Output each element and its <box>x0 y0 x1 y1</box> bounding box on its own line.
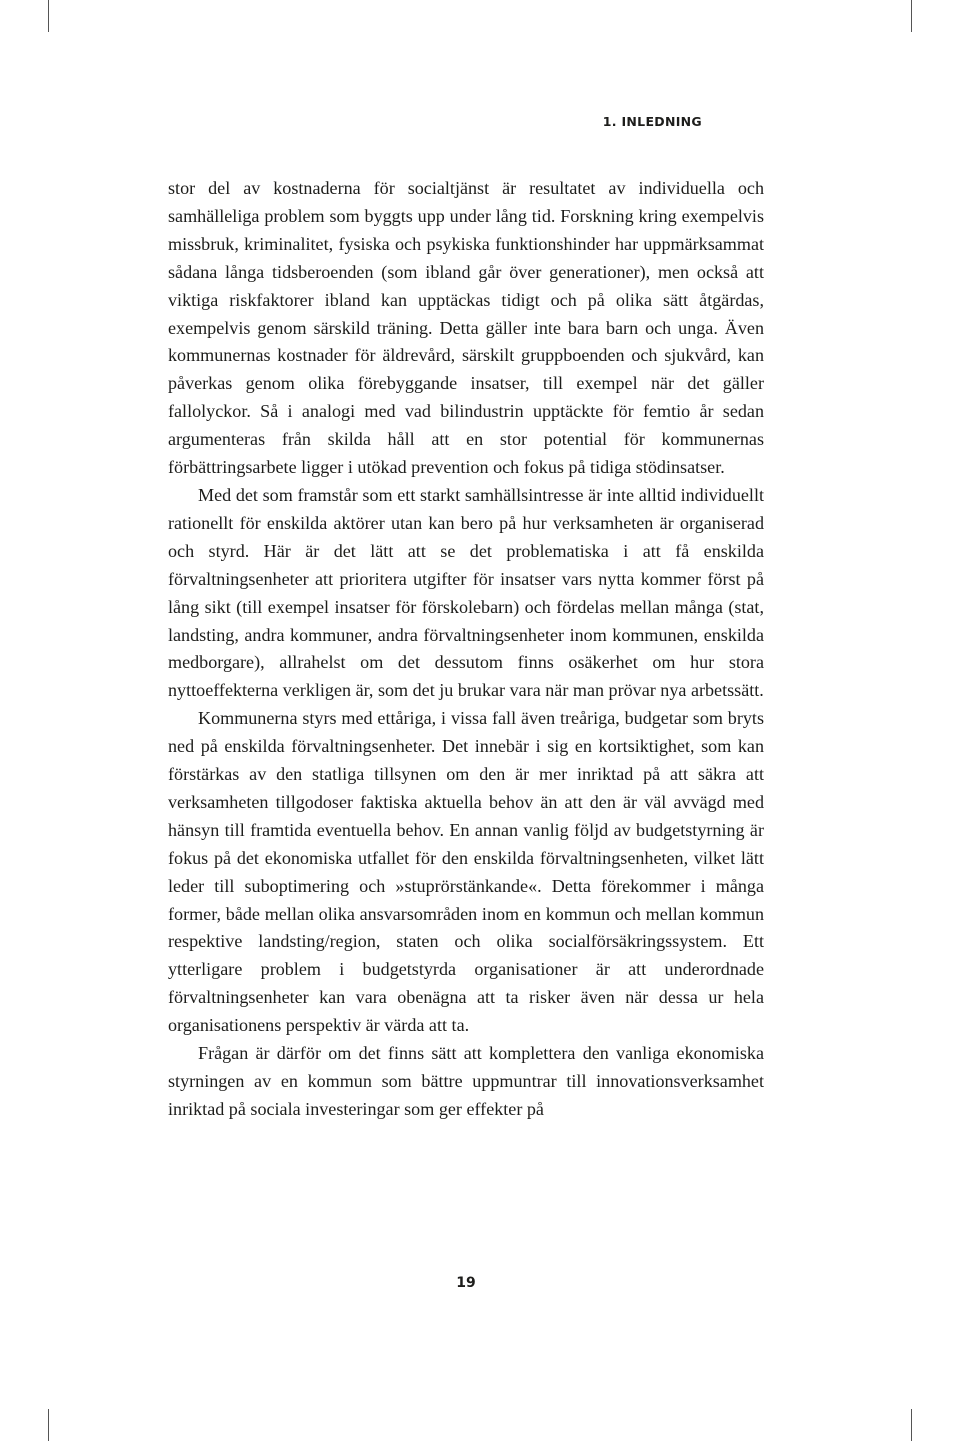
crop-mark-top-left <box>48 0 49 32</box>
paragraph-3: Kommunerna styrs med ettåriga, i vissa fall även treåriga, budgetar som bryts ned på enskilda förvaltningsenheter. Det innebär i sig en kortsiktighet, som kan förstärkas av den statliga tillsynen om den är mer inriktad på att säkra att verksamheten tillgodoser faktiska aktuella behov än att den är väl avvägd med hänsyn till framtida eventuella behov. En annan vanlig följd av budgetstyrning är fokus på det ekonomiska utfallet för den enskilda förvaltningsenheten, vilket lätt leder till suboptimering och »stuprörstänkande«. Detta förekommer i många former, både mellan olika ansvarsområden inom en kommun och mellan kommun respektive landsting/region, staten och olika socialförsäkringssystem. Ett ytterligare problem i budgetstyrda organisationer är att underordnade förvaltningsenheter kan vara obenägna att ta risker även när dessa ur hela organisationens perspektiv är värda att ta. <box>168 708 764 1036</box>
paragraph-1: stor del av kostnaderna för socialtjänst är resultatet av individuella och samhälleliga problem som byggts upp under lång tid. Forskning kring exempelvis missbruk, kriminalitet, fysiska och psykiska funktionshinder har uppmärksammat sådana långa tidsberoenden (som ibland går över generationer), men också att viktiga riskfaktorer ibland kan upptäckas tidigt och på olika sätt åtgärdas, exempelvis genom särskild träning. Detta gäller inte bara barn och unga. Även kommunernas kostnader för äldrevård, särskilt gruppboenden och sjukvård, kan påverkas genom olika förebyggande insatser, till exempel när det gäller fallolyckor. Så i analogi med vad bilindustrin upptäckte för femtio år sedan argumenteras från skilda håll att en stor potential för kommunernas förbättringsarbete ligger i utökad prevention och fokus på tidiga stödinsatser. <box>168 178 764 478</box>
paragraph-2: Med det som framstår som ett starkt samhällsintresse är inte alltid individuellt rationellt för enskilda aktörer utan kan bero på hur verksamheten är organiserad och styrd. Här är det lätt att se det problematiska i att få enskilda förvaltningsenheter att prioritera utgifter för insatser vars nytta kommer först på lång sikt (till exempel insatser för förskolebarn) och fördelas mellan många (stat, landsting, andra kommuner, andra förvaltningsenheter inom kommunen, enskilda medborgare), allrahelst om det dessutom finns osäkerhet om hur stora nyttoeffekterna verkligen är, som det ju brukar vara när man prövar nya arbetssätt. <box>168 484 764 701</box>
paragraph-4: Frågan är därför om det finns sätt att komplettera den vanliga ekonomiska styrningen av en kommun som bättre uppmuntrar till innovationsverksamhet inriktad på sociala investeringar som ger effekter på <box>168 1043 764 1119</box>
crop-mark-bottom-left <box>48 1409 49 1441</box>
crop-mark-bottom-right <box>911 1409 912 1441</box>
body-text <box>168 175 764 1124</box>
running-head: 1. INLEDNING <box>602 114 702 129</box>
crop-mark-top-right <box>911 0 912 32</box>
page-number: 19 <box>456 1275 476 1291</box>
